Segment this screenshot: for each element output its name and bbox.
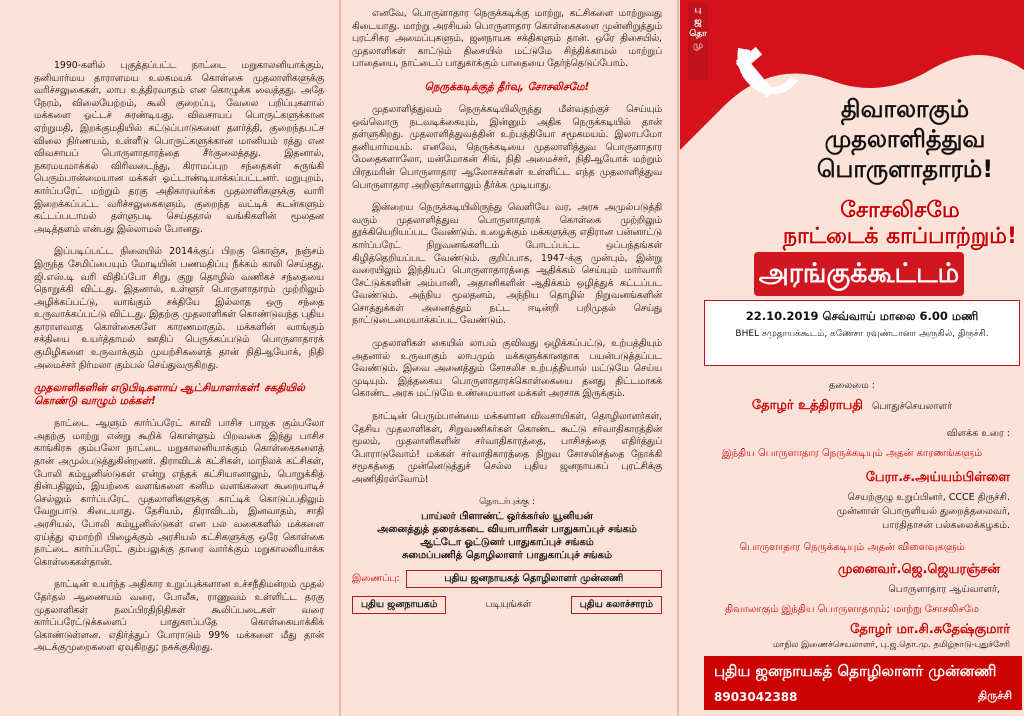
fold-line xyxy=(677,0,679,716)
chair-line: தோழர் உத்திராபதி பொதுச்செயலாளர் xyxy=(751,398,953,413)
paragraph: முதலாளிகள் கையில் லாபம் குவிவது ஒழிக்கப்பட்டு, உற்பத்தியும் அதனால் உருவாகும் லாபமும் மக்களுக்கானதாக பயன்படுத்தப்பட வேண்டும். இவை அனைத்தும் சோசலிச உற்பத்தியால் மட்டுமே செய்ய முடியும். இத்தகைய பொருளாதாரக்கொள்கையை தனது திட்டமாகக் கொண்ட அரசு மட்டுமே உண்மையான மக்கள் அரசாக இருக்கும். xyxy=(352,338,662,400)
contact-org: ஆட்டோ ஓட்டுனர் பாதுகாப்புச் சங்கம் xyxy=(420,536,594,548)
speaker-3-name: தோழர் மா.சி.சுதேஷ்குமார் xyxy=(850,622,1010,637)
contact-org: அனைத்துத் தரைக்கடை வியாபாரிகள் பாதுகாப்புச் சங்கம் xyxy=(377,523,637,535)
speaker-3-role: மாநில இணைச்செயலாளர், பு.ஜ.தொ.மு. தமிழ்நாடு-புதுச்சேரி xyxy=(772,640,1010,650)
affiliation-name: புதிய ஜனநாயகத் தொழிலாளர் முன்னணி xyxy=(406,570,662,588)
read-label: படியுங்கள் xyxy=(485,598,532,610)
contact-org: சுமைப்பணித் தொழிலாளர் பாதுகாப்புச் சங்கம் xyxy=(401,549,612,561)
magazine-name: புதிய கலாச்சாரம் xyxy=(571,596,662,614)
speaker-1-role: செயற்குழு உறுப்பினர், CCCE திருச்சி. xyxy=(847,492,1010,503)
speaker-1-name: பேரா.ச.அய்யம்பிள்ளை xyxy=(865,470,1010,485)
footer-phone: 8903042388 xyxy=(714,690,798,704)
paragraph: நாட்டின் பெரும்பான்மை மக்களான விவசாயிகள், தொழிலாளர்கள், தேசிய முதலாளிகள், சிறுவணிகர்கள் கொண்ட கூட்டு சர்வாதிகாரத்தின் மூலம், முதலாளிகளின் சர்வாதிகாரத்தை, பாசிசத்தை எதிர்த்துப் போராடுவோம்! மக்கள் சர்வாதிகாரத்தை நிறுவ சோசலிசத்தை நோக்கி சமூகத்தை முன்னெடுத்துச் செல்ல புதிய ஜனநாயகப் புரட்சிக்கு அணிதிரள்வோம்! xyxy=(352,411,662,485)
contact-org: பாய்லர் பிளாண்ட் ஒர்க்கர்ஸ் யூனியன் xyxy=(421,510,593,522)
speaker-1-role: முன்னாள் பொருளியல் துறைத்தலைவர், xyxy=(836,506,1010,517)
meeting-banner: அரங்குக்கூட்டம் xyxy=(754,252,964,296)
topic-1: இந்திய பொருளாதார நெருக்கடியும் அதன் காரணங்களும் xyxy=(721,448,983,459)
paragraph: முதலாளித்துவம் நெருக்கடியிலிருந்து மீள்வதற்குச் செய்யும் ஒவ்வொரு நடவடிக்கையும், இன்னும் அதிக நெருக்கடியில் தான் தள்ளுகிறது. முதலாளித்துவத்தின் உற்பத்தியோ சமூகமயம். இலாபமோ தனியார்மயம். எனவே, நெருக்கடியை முதலாளித்துவ பொருளாதார மேதைகளாலோ, மன்மோகன் சிங், நிதி அமைச்சர், நிதிஆயோக் மற்றும் பிரதமரின் பொருளாதார ஆலோசகர்கள் உள்ளிட்ட எந்த முதலாளித்துவ பொருளாதார அறிஞர்களாலும் தீர்க்க முடியாது. xyxy=(352,103,662,191)
section-heading: முதலாளிகளின் எடுபிடிகளாய் ஆட்சியாளர்கள்! சகதியில் கொண்டு வாழும் மக்கள்! xyxy=(34,382,305,408)
paragraph: 1990-களில் புகுத்தப்பட்ட நாட்டை மறுகாலனியாக்கும், தனியார்மய தாராளமய உலகமயக் கொள்கை முதலாளிகளுக்கு வரிச்சலுகைகள், லாப உத்திரவாதம் என கொழுக்க வைத்தது. அதே நேரம், விலையேற்றம், கூலி குறைப்பு, வேலை பறிப்புகளால் மக்களை ஓட்டச் சுரண்டியது. விவசாயப் பொருட்களுக்கான ஏற்றுமதி, இறக்குமதியில் கட்டுப்பாடுகளை தளர்த்தி, குறைந்தபட்ச விலை நிர்ணயம், உள்ளீடு பொருட்களுக்கான மானியம் ரத்து என விவசாயப் பொருளாதாரத்தை சீர்குலைத்தது. இதனால், நகரமயமாக்கல் விரிவடைந்து, கிராமப்புற சந்தைகள் சுருங்கி பெரும்பான்மையான மக்கள் ஓட்டாண்டியாக்கப்பட்டனர். மறுபுறம், கார்ப்பரேட் மற்றும் தரகு அதிகாரவர்க்க முதலாளிகளுக்கு வாரி இறைக்கப்பட்ட வரிச்சலுகைகளும், குறைந்த வட்டிக் கடன்களும் கட்டப்படாமல் தள்ளுபடி செய்ததால் வங்கிகளின் மூலதன அடித்தளம் என்பது இல்லாமல் போனது. xyxy=(34,60,324,235)
footer-city: திருச்சி xyxy=(978,689,1012,702)
paragraph: இன்றைய நெருக்கடியிலிருந்து வெளியே வர, அரசு அமுல்படுத்தி வரும் முதலாளித்துவ பொருளாதாரக் கொள்கை முற்றிலும் தூக்கியெறியப்பட வேண்டும். உழைக்கும் மக்களுக்கு எதிரான பன்னாட்டு கார்ப்பரேட் நிறுவனங்களிடம் போடப்பட்ட ஒப்பந்தங்கள் கிழித்தெறியப்பட வேண்டும். குறிப்பாக, 1947-க்கு முன்பும், இன்று வரையிலும் இந்தியப் பொருளாதாரத்தை ஆதிக்கம் செய்யும் மார்வாரி சேட்டுக்களின் அம்பானி, அதானிகளின் ஆதிக்கம் ஒழித்துக் கட்டப்பட வேண்டும். அந்நிய மூலதனம், அந்நிய தொழில் நிறுவனங்களின் சொத்துக்கள் அனைத்தும் நட்ட ஈடின்றி பறிமுதல் செய்து நாட்டுடைமையாக்கப்பட வேண்டும். xyxy=(352,202,662,327)
middle-column xyxy=(342,0,676,716)
paragraph: எனவே, பொருளாதார நெருக்கடிக்கு மாற்று, கட்சிகளை மாற்றுவது கிடையாது. மாற்று அரசியல் பொருளாதார கொள்கைகளை முன்னிறுத்தும் புரட்சிகர அமைப்புகளும், ஜனநாயக சக்திகளும் தான். ஒரே திசையில், முதலாளிகள் காட்டும் திசையில் மட்டுமே சிந்திக்காமல் மாற்றுப் பாதையை, நாட்டைப் பாதுகாக்கும் பாதையை தேர்ந்தெடுப்போம். xyxy=(352,8,662,70)
speaker-1-role: பாரதிதாசன் பல்கலைக்கழகம். xyxy=(882,520,1010,531)
affiliation-label: இணைப்பு: xyxy=(352,572,400,584)
event-date: 22.10.2019 செவ்வாய் மாலை 6.00 மணி xyxy=(745,309,979,323)
paragraph: இப்படிப்பட்ட நிலையில் 2014க்குப் பிறகு கொஞ்ச, நஞ்சம் இருந்த சேமிப்பையும் மோடியின் பணமதிப்பு நீக்கம் காலி செய்தது. ஜி.எஸ்.டி வரி விதிப்போ சிறு, குறு தொழில் வணிகச் சந்தையை நொறுக்கி விட்டது. இதனால், உள்ளூர் பொருளாதாரம் முற்றிலும் அழிக்கப்பட்டு, வாங்கும் சக்தியே இல்லாத ஒரு சந்தை உருவாக்கப்பட்டு விட்டது. இதற்கு முதலாளிகள் கொண்டுவந்த புதிய தாராளவாத கொள்கைகளே காரணமாகும். மக்களின் வாங்கும் சக்தியை உயர்த்தாமல் ஊதிப் பெருக்கப்படும் பொருளாதாரக் குமிழிகளை உருவாக்கும் முயற்சிகளைத் தான் நிதிஆயோக், நிதி அமைச்சர் நிர்மலா கும்பல் செய்துவருகிறது. xyxy=(34,246,324,371)
footer-bar xyxy=(704,656,1022,710)
footer-org-name: புதிய ஜனநாயகத் தொழிலாளர் முன்னணி xyxy=(714,662,997,680)
affiliation-bar xyxy=(352,570,662,588)
main-title: திவாலாகும் முதலாளித்துவ பொருளாதாரம்! xyxy=(816,95,994,183)
speaker-2-name: முனைவர்.ஜெ.ஜெயரஞ்சன் xyxy=(837,562,1000,577)
chair-label: தலைமை : xyxy=(829,380,875,391)
paragraph: நாட்டை ஆளும் கார்ப்பரேட் காவி பாசிச பாஜக கும்பலோ அதற்கு மாற்று என்று கூறிக் கொள்ளும் பிறவகை இந்து பாசிச காங்கிரசு கும்பலோ நாட்டை மறுகாலனியாக்கும் கொள்கைகளைத் தான் அமுல்படுத்துகின்றனர். திராவிடக் கட்சிகள், மாநிலக் கட்சிகள், போலி கம்யூனிஸ்டுகள் என்று எந்தக் கட்சியானாலும், பொறுக்கித் தின்பதிலும், இயற்கை வளங்களை கனிம வளங்களை கூறையாடிச் செல்லும் கார்ப்பரேட் முதலாளிகளுக்கு காட்டிக் கொடுப்பதிலும் வேறுபாடு கிடையாது. தேசியம், திராவிடம், இனவாதம், சாதி அரசியல், போலி கம்யூனிஸ்டுகள் என பல வகைகளில் மக்களை ஏய்த்து ஏமாற்றி பிழைக்கும் அரசியல் கட்சிகளுக்கு ஒரே கொள்கை நாட்டை கார்ப்பரேட் கும்பலுக்கு தாரை வார்க்கும் மறுகாலனியாக்க கொள்கைகள்தான். xyxy=(34,418,324,568)
section-heading: நெருக்கடிக்குத் தீர்வு, சோசலிசமே! xyxy=(424,80,590,93)
left-column xyxy=(0,0,338,716)
speaker-2-role: பொருளாதார ஆய்வாளர், xyxy=(888,584,1000,595)
contact-label: தொடர்புக்கு : xyxy=(479,496,535,507)
read-bar xyxy=(352,596,662,614)
slogan: சோசலிசமே நாட்டைக் காப்பாற்றும்! xyxy=(782,198,1018,249)
right-column xyxy=(680,0,1024,716)
event-info-box xyxy=(704,300,1020,366)
explain-label: விளக்க உரை : xyxy=(946,428,1010,439)
fold-line xyxy=(339,0,341,716)
topic-3: திவாலாகும் இந்திய பொருளாதாரம்; மாற்று சோசலிசமே xyxy=(724,604,979,615)
paragraph: நாட்டின் உயர்ந்த அதிகார உறுப்புக்களான உச்சநீதிமன்றம் முதல் தேர்தல் ஆணையம் வரை, போலீசு, ராணுவம் உள்ளிட்ட தரகு முதலாளிகள் நலப்பிரதிநிதிகள் கூலிப்படைகள் வரை கார்ப்பரேட்டுக்களைப் பாதுகாப்பதே கொள்கையாக்கிக் கொண்டுள்ளன. எதிர்த்துப் போராடும் 99% மக்களை மீது தான் அடக்குமுறைகளை ஏவுகிறது; நசுக்குகிறது. xyxy=(34,579,324,654)
brand-tag: பு ஜ தொ மு xyxy=(688,2,708,80)
topic-2: பொருளாதார நெருக்கடியும் அதன் விளைவுகளும் xyxy=(739,542,965,553)
magazine-name: புதிய ஜனநாயகம் xyxy=(352,596,446,614)
event-venue: BHEL சமுதாயக்கூடம், கணேசா ரவுண்டானா அருகில், திருச்சி. xyxy=(735,329,989,339)
